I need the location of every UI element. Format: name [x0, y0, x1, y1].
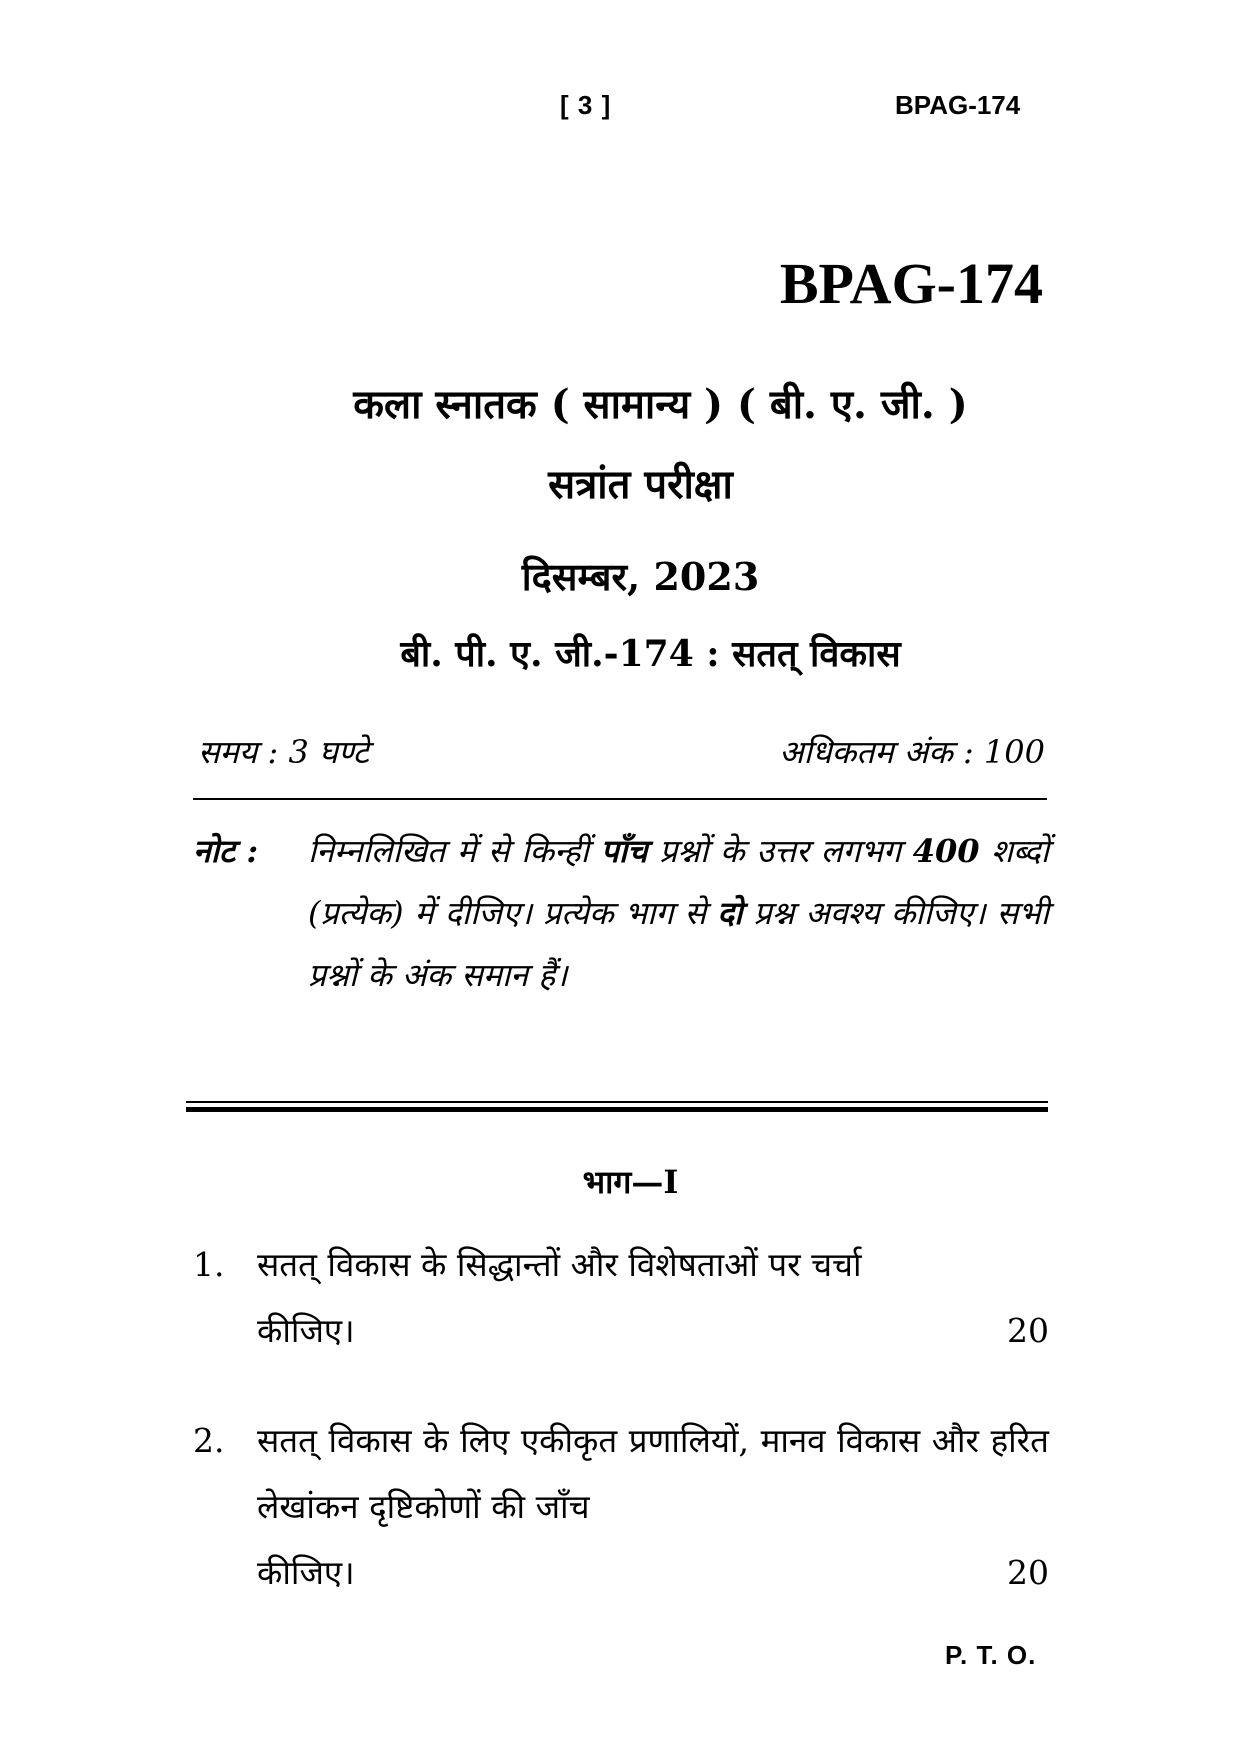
double-divider-thick	[186, 1107, 1048, 1112]
question-number: 2.	[193, 1421, 225, 1460]
divider	[193, 798, 1047, 800]
exam-title: सत्रांत परीक्षा	[548, 461, 733, 508]
subject-title: बी. पी. ए. जी.-174 : सतत् विकास	[400, 633, 901, 675]
note-text: प्रश्न अवश्य कीजिए। सभी प्रश्नों के अंक समान हैं।	[308, 894, 1050, 994]
header-course-code: BPAG-174	[895, 90, 1021, 120]
degree-title: कला स्नातक ( सामान्य ) ( बी. ए. जी. )	[353, 381, 968, 428]
question-text-end: कीजिए।	[257, 1553, 355, 1592]
page-number: [ 3 ]	[560, 90, 612, 120]
note-emphasis: पाँच	[600, 832, 648, 870]
note-text: निम्नलिखित में से किन्हीं	[308, 832, 601, 870]
question-text: सतत् विकास के लिए एकीकृत प्रणालियों, मानव विकास और हरित लेखांकन दृष्टिकोणों की जाँच	[257, 1421, 1049, 1526]
note-emphasis: 400	[912, 832, 980, 870]
section-heading: भाग—I	[582, 1163, 679, 1201]
maximum-marks: अधिकतम अंक : 100	[779, 733, 1045, 771]
question-last-line	[257, 1540, 1049, 1606]
note-text: प्रश्नों के उत्तर लगभग	[647, 832, 913, 870]
question-text: सतत् विकास के सिद्धान्तों और विशेषताओं पर चर्चा	[257, 1245, 862, 1284]
please-turn-over: P. T. O.	[945, 1640, 1037, 1670]
question-number: 1.	[193, 1245, 225, 1284]
question-item	[193, 1408, 1049, 1606]
note-label: नोट :	[193, 832, 259, 870]
note-emphasis: दो	[717, 894, 743, 932]
double-divider-thin	[186, 1101, 1048, 1103]
course-code-title: BPAG-174	[779, 251, 1043, 316]
note-text: शब्दों (प्रत्येक) में दीजिए। प्रत्येक भाग से	[308, 832, 1049, 932]
question-marks: 20	[1007, 1311, 1049, 1350]
question-marks: 20	[1007, 1553, 1049, 1592]
instructions-note	[193, 820, 1049, 1006]
question-last-line	[257, 1298, 1049, 1364]
question-text-end: कीजिए।	[257, 1311, 355, 1350]
exam-date: दिसम्बर, 2023	[521, 554, 760, 599]
question-item	[193, 1232, 1049, 1364]
note-body	[308, 820, 1049, 1006]
time-allowed: समय : 3 घण्टे	[198, 733, 369, 771]
